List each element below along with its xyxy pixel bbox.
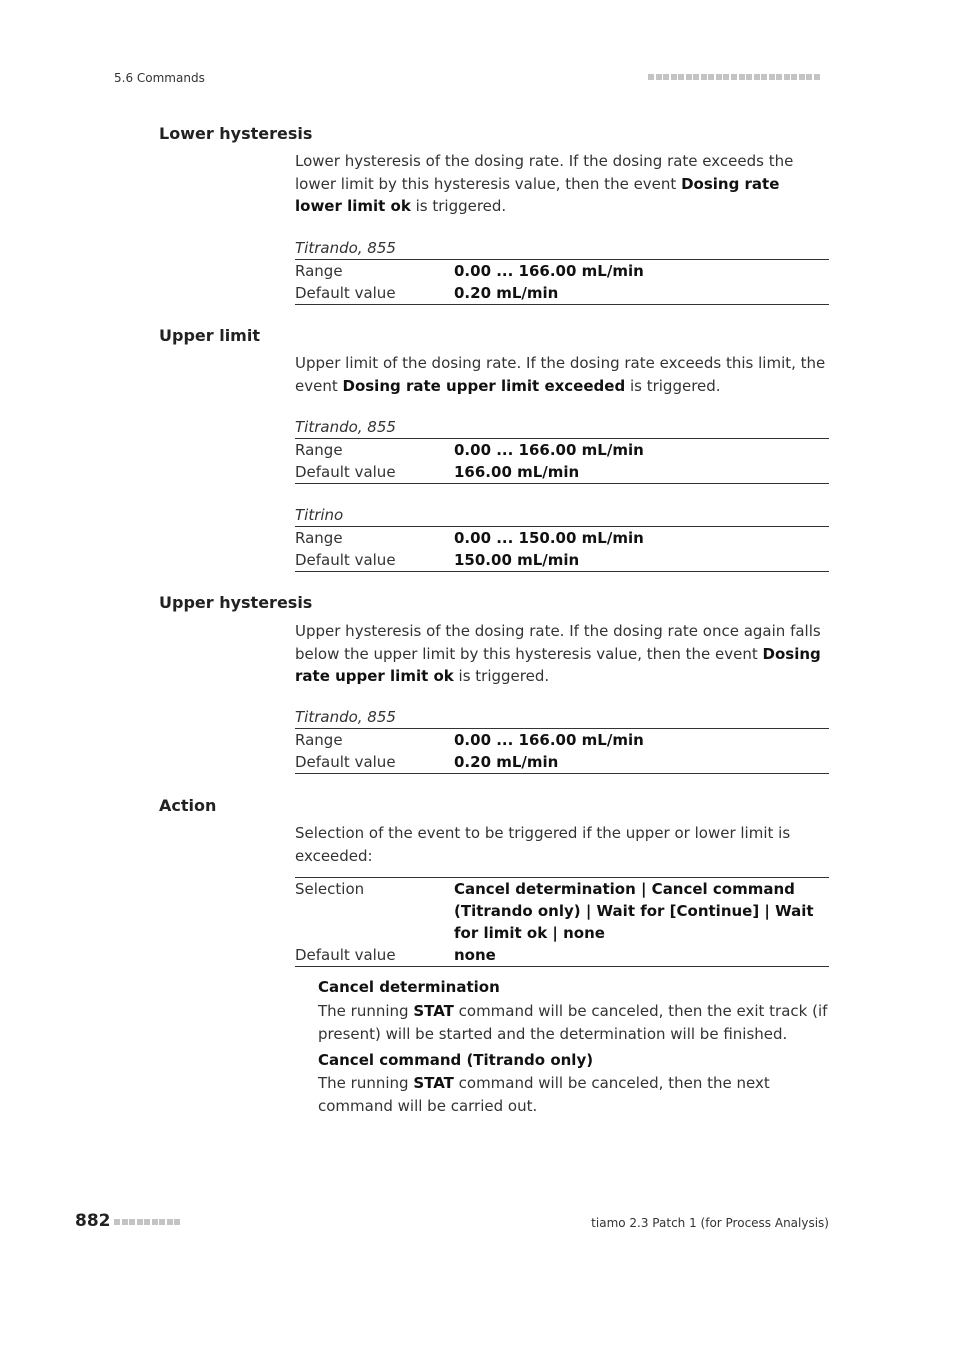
action-description: Selection of the event to be triggered if the upper or lower limit is exceeded:	[295, 824, 791, 865]
section-title-upper-hysteresis: Upper hysteresis	[159, 593, 313, 612]
range-label: Range	[295, 529, 343, 547]
footer-product-name: tiamo 2.3 Patch 1 (for Process Analysis)	[591, 1216, 829, 1230]
default-value: 0.20 mL/min	[454, 753, 559, 771]
default-label: Default value	[295, 946, 396, 964]
table-row-default	[295, 282, 829, 305]
table-row-range	[295, 439, 829, 461]
cancel-determination-description: The running STAT command will be canceled, then the exit track (if present) will be started and the determination will be finished.	[318, 1002, 828, 1043]
footer-decoration-squares	[114, 1219, 184, 1227]
range-label: Range	[295, 262, 343, 280]
header-decoration-squares	[648, 74, 829, 82]
section-title-action: Action	[159, 796, 217, 815]
range-value: 0.00 ... 150.00 mL/min	[454, 529, 644, 547]
default-label: Default value	[295, 463, 396, 481]
table-caption: Titrando, 855	[295, 238, 829, 260]
section-title-lower-hysteresis: Lower hysteresis	[159, 124, 313, 143]
table-row-default	[295, 751, 829, 774]
action-table	[295, 877, 829, 967]
table-caption: Titrando, 855	[295, 707, 829, 729]
table-row-selection	[295, 878, 829, 944]
section-title-upper-limit: Upper limit	[159, 326, 260, 345]
table-row-range	[295, 260, 829, 282]
table-caption: Titrando, 855	[295, 417, 829, 439]
table-caption: Titrino	[295, 505, 829, 527]
lower-hysteresis-description: Lower hysteresis of the dosing rate. If the dosing rate exceeds the lower limit by this hysteresis value, then the event Dosing rate lower limit ok is triggered.	[295, 152, 794, 215]
upper-limit-table-titrando	[295, 417, 829, 484]
running-header-section: 5.6 Commands	[114, 71, 205, 85]
default-label: Default value	[295, 284, 396, 302]
lower-hysteresis-table	[295, 238, 829, 305]
upper-limit-description: Upper limit of the dosing rate. If the dosing rate exceeds this limit, the event Dosing rate upper limit exceeded is triggered.	[295, 354, 826, 395]
cancel-command-description: The running STAT command will be canceled, then the next command will be carried out.	[318, 1074, 770, 1115]
default-value: 0.20 mL/min	[454, 284, 559, 302]
page-number: 882	[75, 1211, 111, 1231]
table-row-default	[295, 944, 829, 967]
table-row-default	[295, 549, 829, 572]
default-value: none	[454, 946, 496, 964]
default-value: 150.00 mL/min	[454, 551, 580, 569]
default-value: 166.00 mL/min	[454, 463, 580, 481]
range-value: 0.00 ... 166.00 mL/min	[454, 262, 644, 280]
default-label: Default value	[295, 551, 396, 569]
table-row-default	[295, 461, 829, 484]
selection-label: Selection	[295, 880, 365, 898]
upper-limit-table-titrino	[295, 505, 829, 572]
subsection-title-cancel-determination: Cancel determination	[318, 978, 500, 996]
range-value: 0.00 ... 166.00 mL/min	[454, 731, 644, 749]
upper-hysteresis-table	[295, 707, 829, 774]
table-row-range	[295, 527, 829, 549]
table-row-range	[295, 729, 829, 751]
selection-value: Cancel determination | Cancel command (Titrando only) | Wait for [Continue] | Wait for limit ok | none	[454, 880, 814, 942]
range-label: Range	[295, 731, 343, 749]
default-label: Default value	[295, 753, 396, 771]
range-label: Range	[295, 441, 343, 459]
subsection-title-cancel-command: Cancel command (Titrando only)	[318, 1051, 594, 1069]
upper-hysteresis-description: Upper hysteresis of the dosing rate. If the dosing rate once again falls below the upper limit by this hysteresis value, then the event Dosing rate upper limit ok is triggered.	[295, 622, 821, 685]
range-value: 0.00 ... 166.00 mL/min	[454, 441, 644, 459]
